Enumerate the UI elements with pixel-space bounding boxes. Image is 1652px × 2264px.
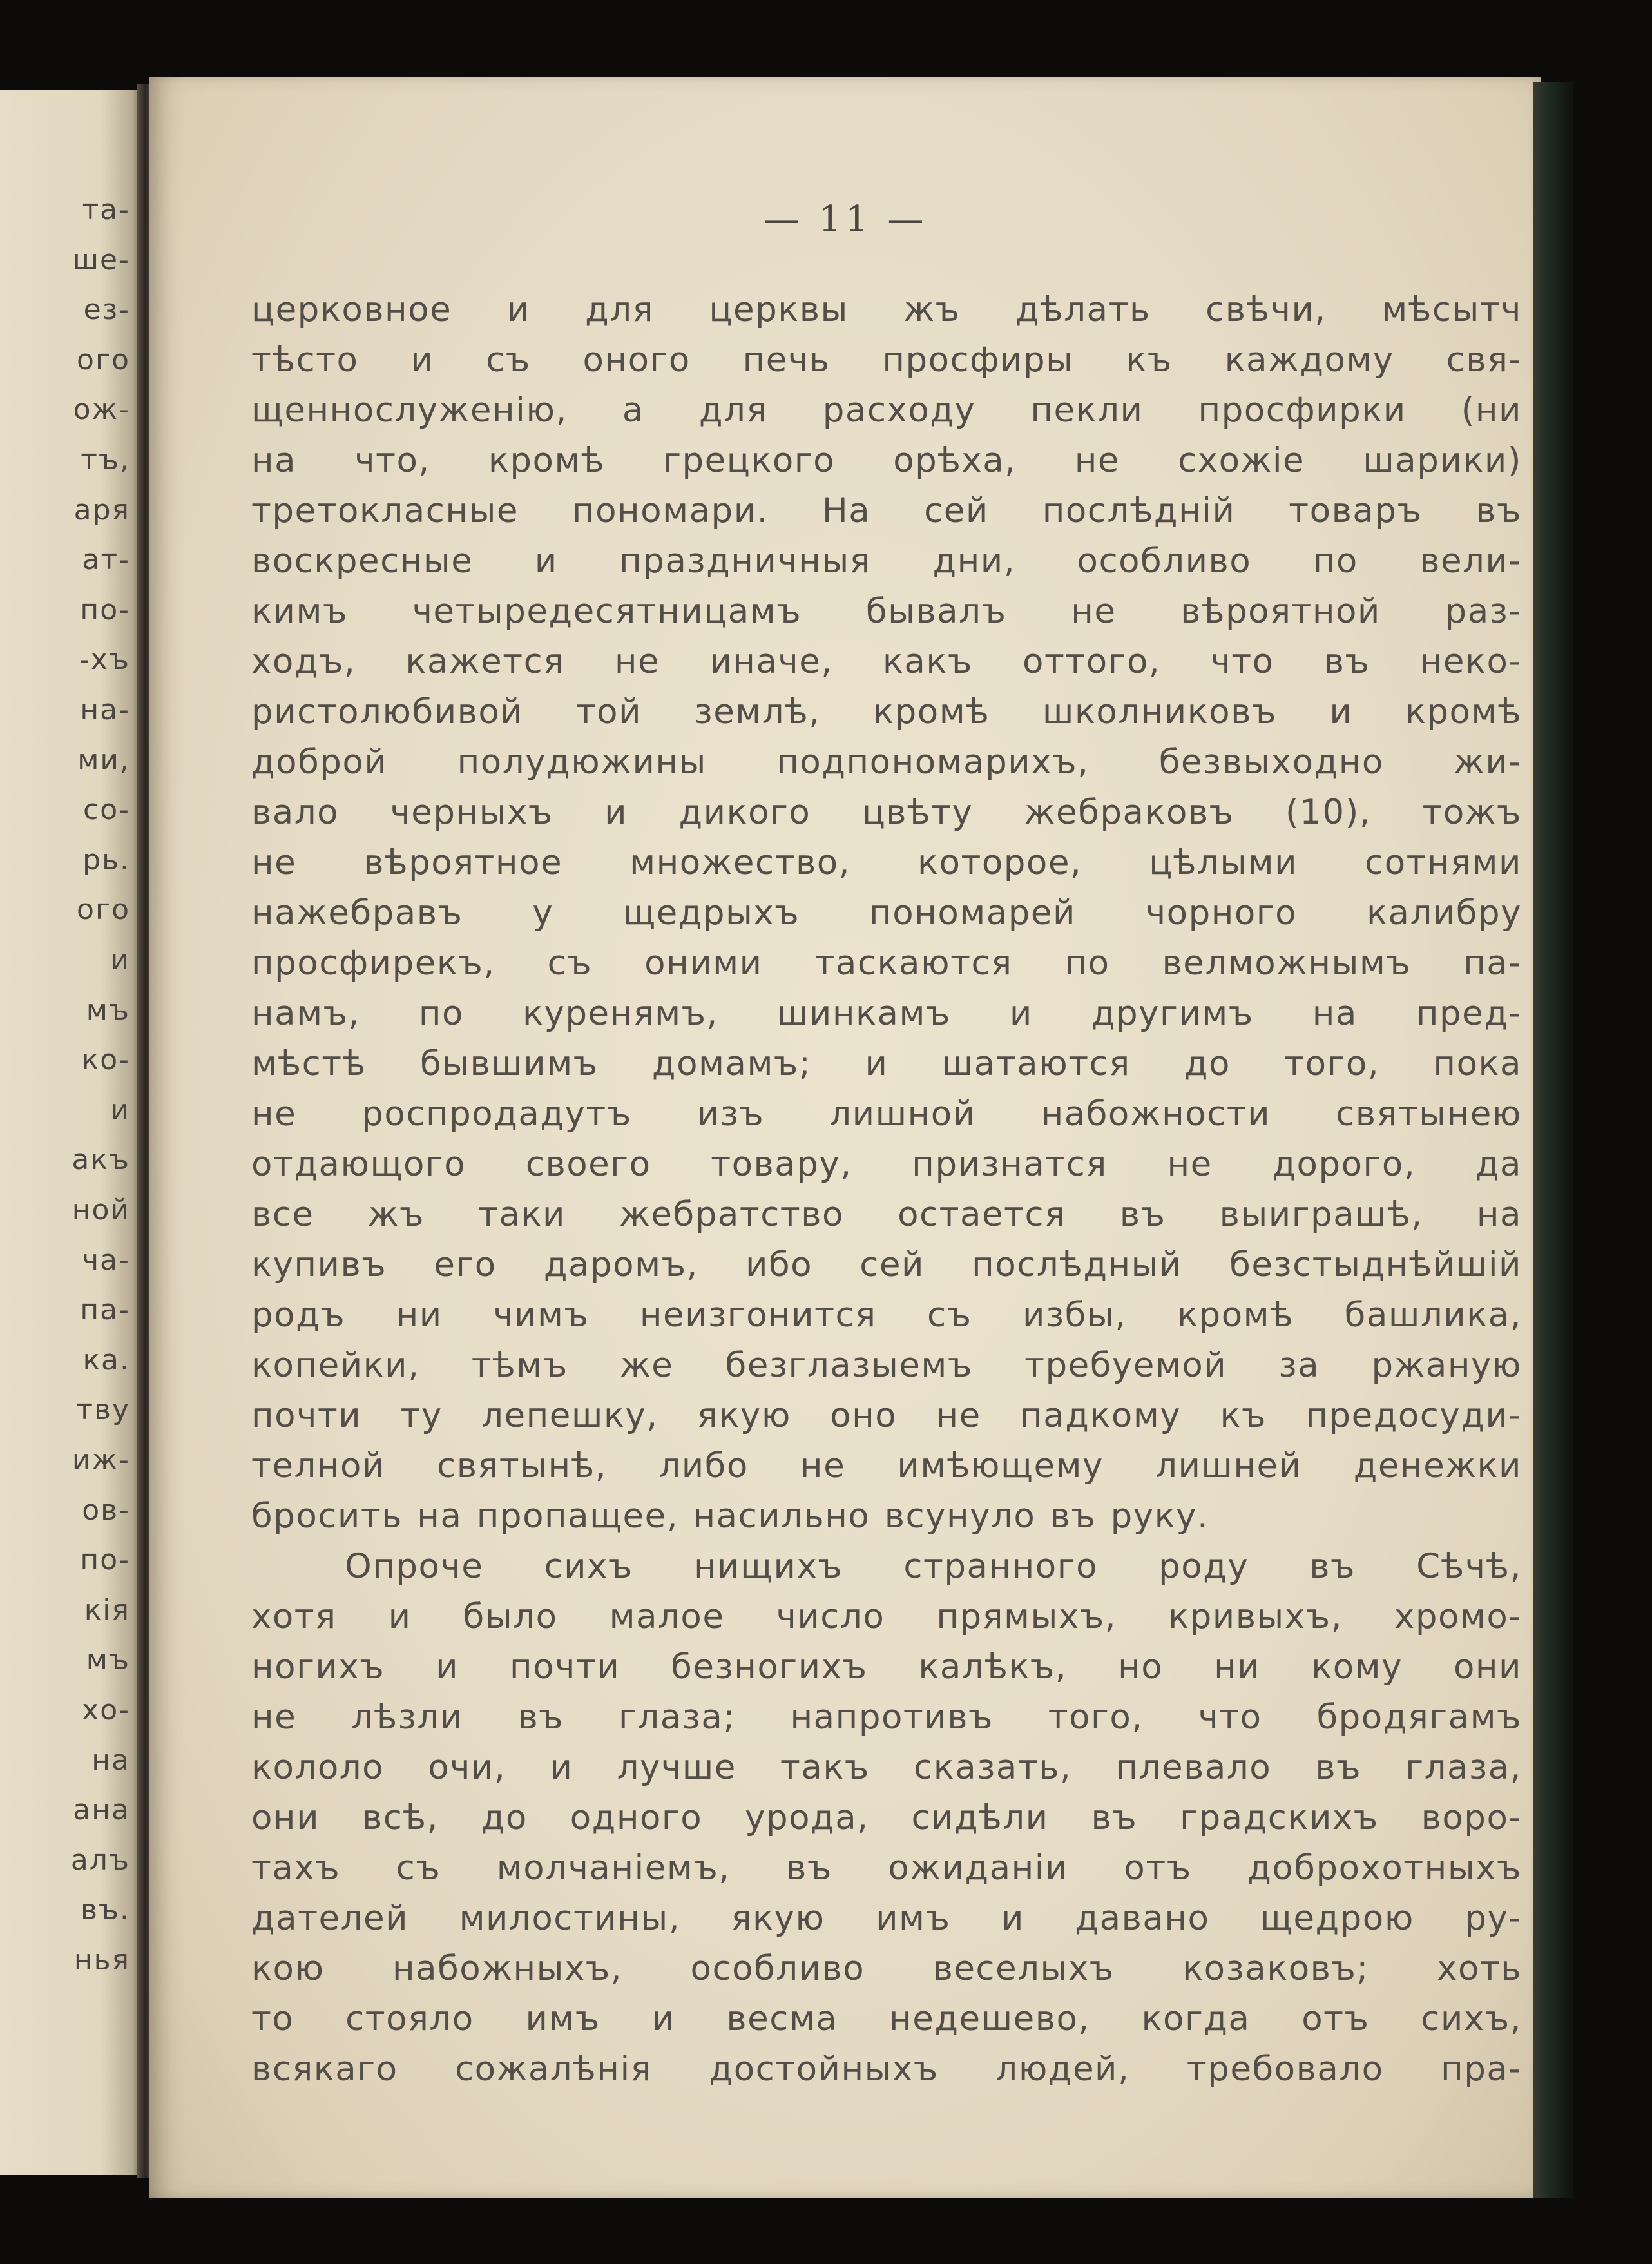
left-page-line-fragment: и (110, 943, 130, 976)
page-edge (1533, 82, 1573, 2198)
left-page-line-fragment: -хъ (79, 643, 130, 677)
text-line: доброй полудюжины подпономарихъ, безвыходно жи- (251, 742, 1522, 782)
text-line: ногихъ и почти безногихъ калѣкъ, но ни кому они (251, 1647, 1522, 1687)
left-page-line-fragment: иж- (72, 1444, 130, 1476)
left-page-line-fragment: ной (72, 1194, 130, 1226)
text-line: бросить на пропащее, насильно всунуло въ руку. (251, 1496, 1209, 1536)
left-page-line-fragment: ка. (82, 1343, 130, 1377)
left-page-line-fragment: ож- (73, 393, 130, 427)
text-line: Опроче сихъ нищихъ странного роду въ Сѣчѣ, (345, 1547, 1522, 1586)
text-line: не роспродадутъ изъ лишной набожности святынею (251, 1094, 1522, 1134)
left-page-line-fragment: ат- (82, 543, 130, 577)
text-line: кимъ четыредесятницамъ бывалъ не вѣроятной раз- (251, 592, 1522, 631)
text-line: не лѣзли въ глаза; напротивъ того, что бродягамъ (251, 1698, 1522, 1737)
left-page-line-fragment: ого (77, 343, 130, 376)
left-page-line-fragment: па- (80, 1293, 130, 1327)
text-line: то стояло имъ и весма недешево, когда отъ сихъ, (251, 1999, 1522, 2038)
left-page-line-fragment: нья (73, 1944, 130, 1977)
left-page-line-fragment: на (91, 1743, 130, 1777)
text-line: дателей милостины, якую имъ и давано щедрою ру- (251, 1899, 1522, 1938)
left-page-line-fragment: мъ (86, 1643, 130, 1677)
left-page-line-fragment: алъ (70, 1843, 130, 1877)
left-page-line-fragment: мъ (86, 993, 130, 1027)
text-line: щеннослуженію, а для расходу пекли просфирки (ни (251, 391, 1522, 430)
text-line: намъ, по куренямъ, шинкамъ и другимъ на пред- (251, 994, 1522, 1033)
left-page-line-fragment: въ. (80, 1893, 130, 1927)
left-page-line-fragment: та- (82, 193, 130, 226)
text-line: воскресные и праздничныя дни, особливо по вели- (251, 541, 1522, 581)
text-line: тахъ съ молчаніемъ, въ ожиданіи отъ доброхотныхъ (251, 1848, 1522, 1888)
text-line: мѣстѣ бывшимъ домамъ; и шатаются до того, пока (251, 1044, 1522, 1083)
text-line: всякаго сожалѣнія достойныхъ людей, требовало пра- (251, 2049, 1522, 2089)
text-line: все жъ таки жебратство остается въ выиграшѣ, на (251, 1195, 1522, 1234)
text-line: церковное и для церквы жъ дѣлать свѣчи, мѣсытч (251, 290, 1522, 329)
page-number: — 11 — (763, 198, 928, 240)
text-line: кололо очи, и лучше такъ сказать, плевало въ глаза, (251, 1748, 1522, 1787)
left-page-line-fragment: тву (76, 1393, 130, 1427)
left-page-line-fragment: ча- (82, 1243, 130, 1277)
text-line: купивъ его даромъ, ибо сей послѣдный безстыднѣйшій (251, 1245, 1522, 1284)
left-page-line-fragment: ов- (82, 1493, 130, 1527)
text-line: родъ ни чимъ неизгонится съ избы, кромѣ башлика, (251, 1295, 1522, 1335)
left-page-line-fragment: со- (83, 793, 130, 827)
left-page-line-fragment: кія (84, 1593, 130, 1627)
text-line: вало черныхъ и дикого цвѣту жебраковъ (10), тожъ (251, 793, 1522, 832)
text-line: кою набожныхъ, особливо веселыхъ козаковъ; хоть (251, 1949, 1522, 1988)
text-line: на что, кромѣ грецкого орѣха, не схожіе шарики) (251, 441, 1522, 480)
left-page-line-fragment: ко- (81, 1043, 130, 1077)
left-page-line-fragment: аря (73, 493, 130, 527)
left-page-line-fragment: на- (80, 693, 130, 726)
left-page-line-fragment: ез- (83, 293, 130, 327)
text-line: копейки, тѣмъ же безглазыемъ требуемой за ржаную (251, 1346, 1522, 1385)
text-line: телной святынѣ, либо не имѣющему лишней денежки (251, 1446, 1522, 1485)
text-line: не вѣроятное множество, которое, цѣлыми сотнями (251, 843, 1522, 882)
left-page-line-fragment: рь. (82, 843, 130, 876)
left-page-line-fragment: тъ, (81, 443, 130, 476)
text-line: тѣсто и съ оного печь просфиры къ каждому свя- (251, 340, 1522, 380)
text-line: хотя и было малое число прямыхъ, кривыхъ, хромо- (251, 1597, 1522, 1636)
left-page-line-fragment: хо- (82, 1694, 130, 1727)
left-page-line-fragment: ми, (77, 743, 130, 777)
text-line: ристолюбивой той землѣ, кромѣ школниковъ и кромѣ (251, 692, 1522, 731)
book-page (149, 77, 1541, 2198)
text-line: почти ту лепешку, якую оно не падкому къ предосуди- (251, 1396, 1522, 1435)
left-page-line-fragment: ше- (72, 243, 130, 276)
left-page-line-fragment: ого (77, 893, 130, 927)
left-page-line-fragment: и (110, 1093, 130, 1127)
left-page-line-fragment: акъ (72, 1143, 130, 1177)
text-line: просфирекъ, съ оними таскаются по велможнымъ па- (251, 943, 1522, 983)
text-line: они всѣ, до одного урода, сидѣли въ градскихъ воро- (251, 1798, 1522, 1837)
text-line: ходъ, кажется не иначе, какъ оттого, что въ неко- (251, 642, 1522, 681)
text-line: нажебравъ у щедрыхъ пономарей чорного калибру (251, 893, 1522, 933)
left-page-line-fragment: по- (80, 593, 130, 626)
page-text (251, 285, 1522, 2095)
left-page-line-fragment: по- (80, 1543, 130, 1577)
left-page-line-fragment: ана (73, 1794, 130, 1827)
text-line: отдающого своего товару, признатся не дорого, да (251, 1145, 1522, 1184)
previous-page-fragment (0, 90, 143, 2175)
text-line: третокласные пономари. На сей послѣдній товаръ въ (251, 491, 1522, 530)
